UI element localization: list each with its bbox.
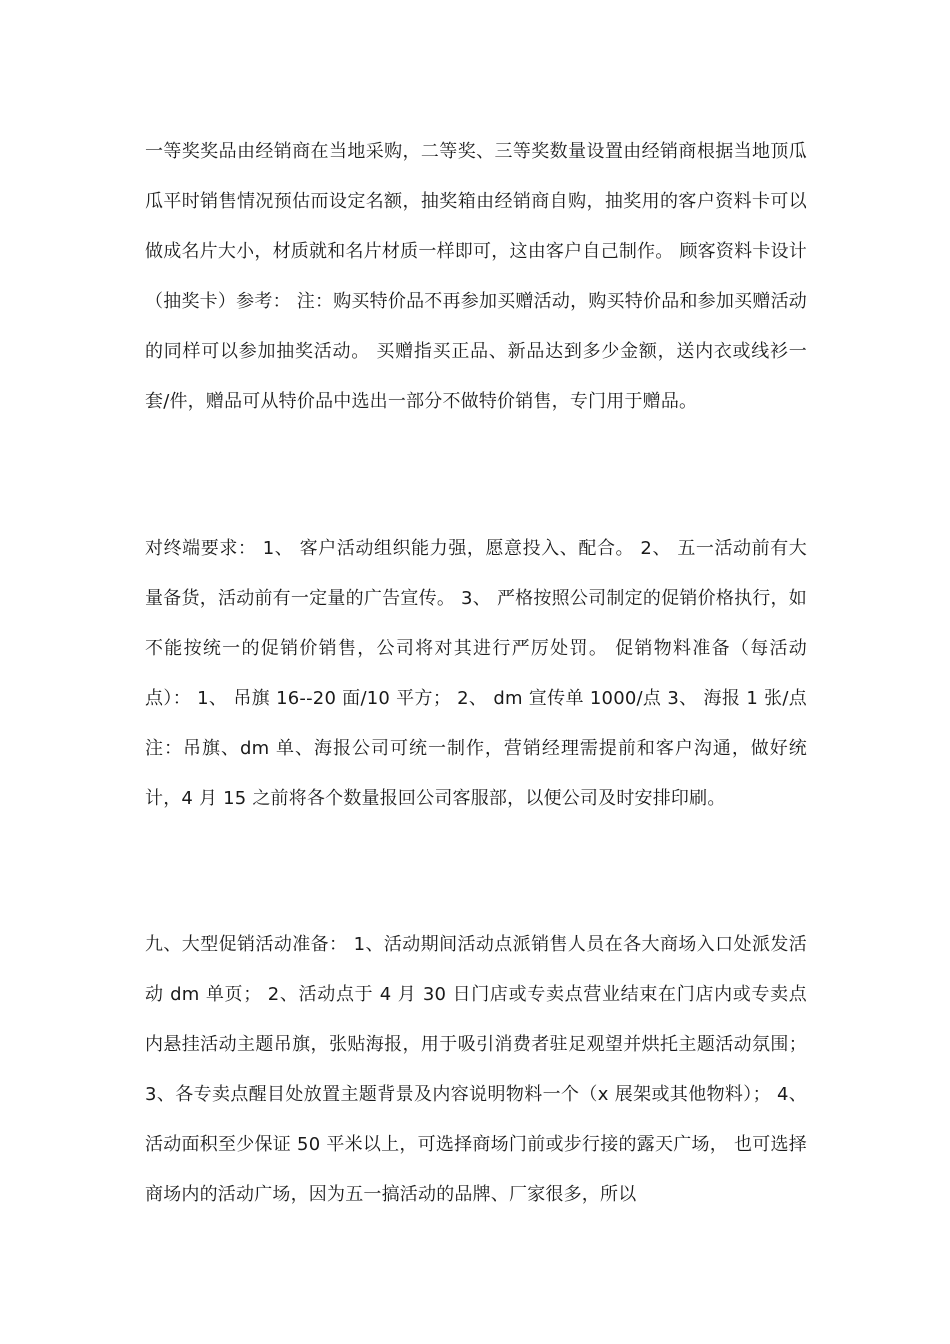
- paragraph-terminal-requirements: 对终端要求： 1、 客户活动组织能力强，愿意投入、配合。 2、 五一活动前有大量备货，活动前有一定量的广告宣传。 3、 严格按照公司制定的促销价格执行，如不能按统一的促销价销售，公司将对其进行严厉处罚。 促销物料准备（每活动点）： 1、 吊旗 16--20 面/10 平方； 2、 dm 宣传单 1000/点 3、 海报 1 张/点注：吊旗、dm 单、海报公司可统一制作，营销经理需提前和客户沟通，做好统计，4 月 15 之前将各个数量报回公司客服部，以便公司及时安排印刷。: [145, 538, 807, 809]
- paragraph-lottery-prizes: 一等奖奖品由经销商在当地采购，二等奖、三等奖数量设置由经销商根据当地顶瓜瓜平时销售情况预估而设定名额，抽奖箱由经销商自购，抽奖用的客户资料卡可以做成名片大小，材质就和名片材质一样即可，这由客户自己制作。 顾客资料卡设计（抽奖卡）参考： 注：购买特价品不再参加买赠活动，购买特价品和参加买赠活动的同样可以参加抽奖活动。 买赠指买正品、新品达到多少金额，送内衣或线衫一套/件，赠品可从特价品中选出一部分不做特价销售，专门用于赠品。: [145, 141, 807, 412]
- paragraph-promotion-preparation: 九、大型促销活动准备： 1、活动期间活动点派销售人员在各大商场入口处派发活动 dm 单页； 2、活动点于 4 月 30 日门店或专卖点营业结束在门店内或专卖点内悬挂活动主题吊旗，张贴海报，用于吸引消费者驻足观望并烘托主题活动氛围； 3、各专卖点醒目处放置主题背景及内容说明物料一个（x 展架或其他物料）； 4、活动面积至少保证 50 平米以上，可选择商场门前或步行接的露天广场， 也可选择商场内的活动广场，因为五一搞活动的品牌、厂家很多，所以: [145, 934, 807, 1205]
